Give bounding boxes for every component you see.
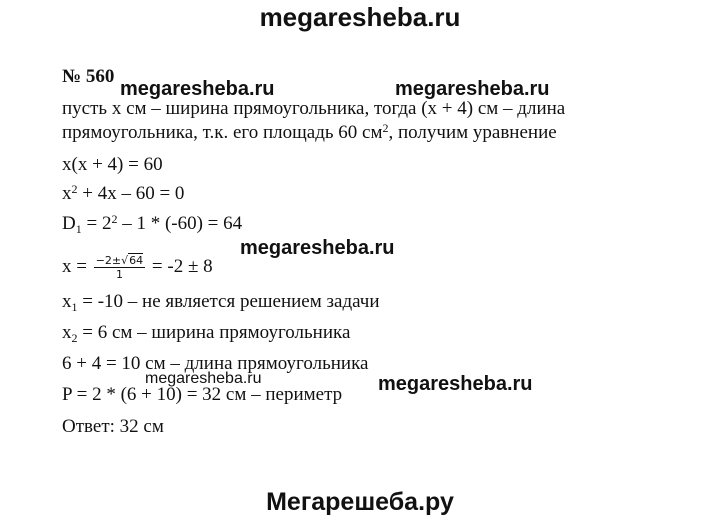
watermark-bottom: Мегарешеба.ру: [266, 488, 454, 516]
equation-1: x(x + 4) = 60: [62, 154, 163, 175]
root-x2-text: = 6 см – ширина прямоугольника: [77, 322, 351, 343]
equation-2-sup: 2: [71, 182, 78, 196]
perimeter-line: P = 2 * (6 + 10) = 32 см – периметр: [62, 384, 343, 405]
root-x1-sub: 1: [71, 300, 78, 314]
root-x2-sub: 2: [71, 331, 78, 345]
text-line-2-sup: 2: [382, 121, 389, 135]
watermark-inline-small: megaresheba.ru: [145, 370, 262, 387]
equation-2-x: x: [62, 183, 72, 204]
equation-2-rest: + 4x – 60 = 0: [77, 183, 185, 204]
root-x1: [62, 291, 380, 313]
root-radicand: 64: [129, 254, 144, 268]
discriminant-part-b: = 2: [81, 213, 112, 234]
discriminant-d: D: [62, 213, 76, 234]
discriminant-sub: 1: [75, 222, 82, 236]
root-numerator: [94, 254, 145, 268]
root-rhs: = -2 ± 8: [147, 256, 213, 277]
root-formula: [62, 250, 213, 284]
discriminant-part-c: – 1 * (-60) = 64: [117, 213, 243, 234]
problem-number: № 560: [62, 66, 115, 87]
text-line-2: [62, 122, 557, 144]
length-line: 6 + 4 = 10 см – длина прямоугольника: [62, 353, 369, 374]
discriminant-sup: 2: [111, 212, 118, 226]
root-x1-var: x: [62, 291, 72, 312]
discriminant: [62, 213, 242, 235]
root-fraction: [94, 254, 145, 281]
watermark-inline-3: megaresheba.ru: [240, 237, 395, 259]
root-x2: [62, 322, 350, 344]
watermark-inline-2: megaresheba.ru: [395, 78, 550, 100]
root-denominator: 1: [115, 268, 123, 282]
answer-line: Ответ: 32 см: [62, 416, 164, 437]
equation-2: [62, 183, 184, 205]
root-x2-var: x: [62, 322, 72, 343]
text-line-2-part-b: , получим уравнение: [388, 122, 557, 143]
root-x1-text: = -10 – не является решением задачи: [77, 291, 380, 312]
root-lhs: x =: [62, 256, 92, 277]
root-numerator-prefix: −2±√: [95, 254, 129, 268]
watermark-inline-4: megaresheba.ru: [378, 373, 533, 395]
text-line-1: пусть x см – ширина прямоугольника, тогда (x + 4) см – длина: [62, 98, 566, 119]
watermark-inline-1: megaresheba.ru: [120, 78, 275, 100]
watermark-top: megaresheba.ru: [259, 2, 461, 32]
text-line-2-part-a: прямоугольника, т.к. его площадь 60 см: [62, 122, 383, 143]
